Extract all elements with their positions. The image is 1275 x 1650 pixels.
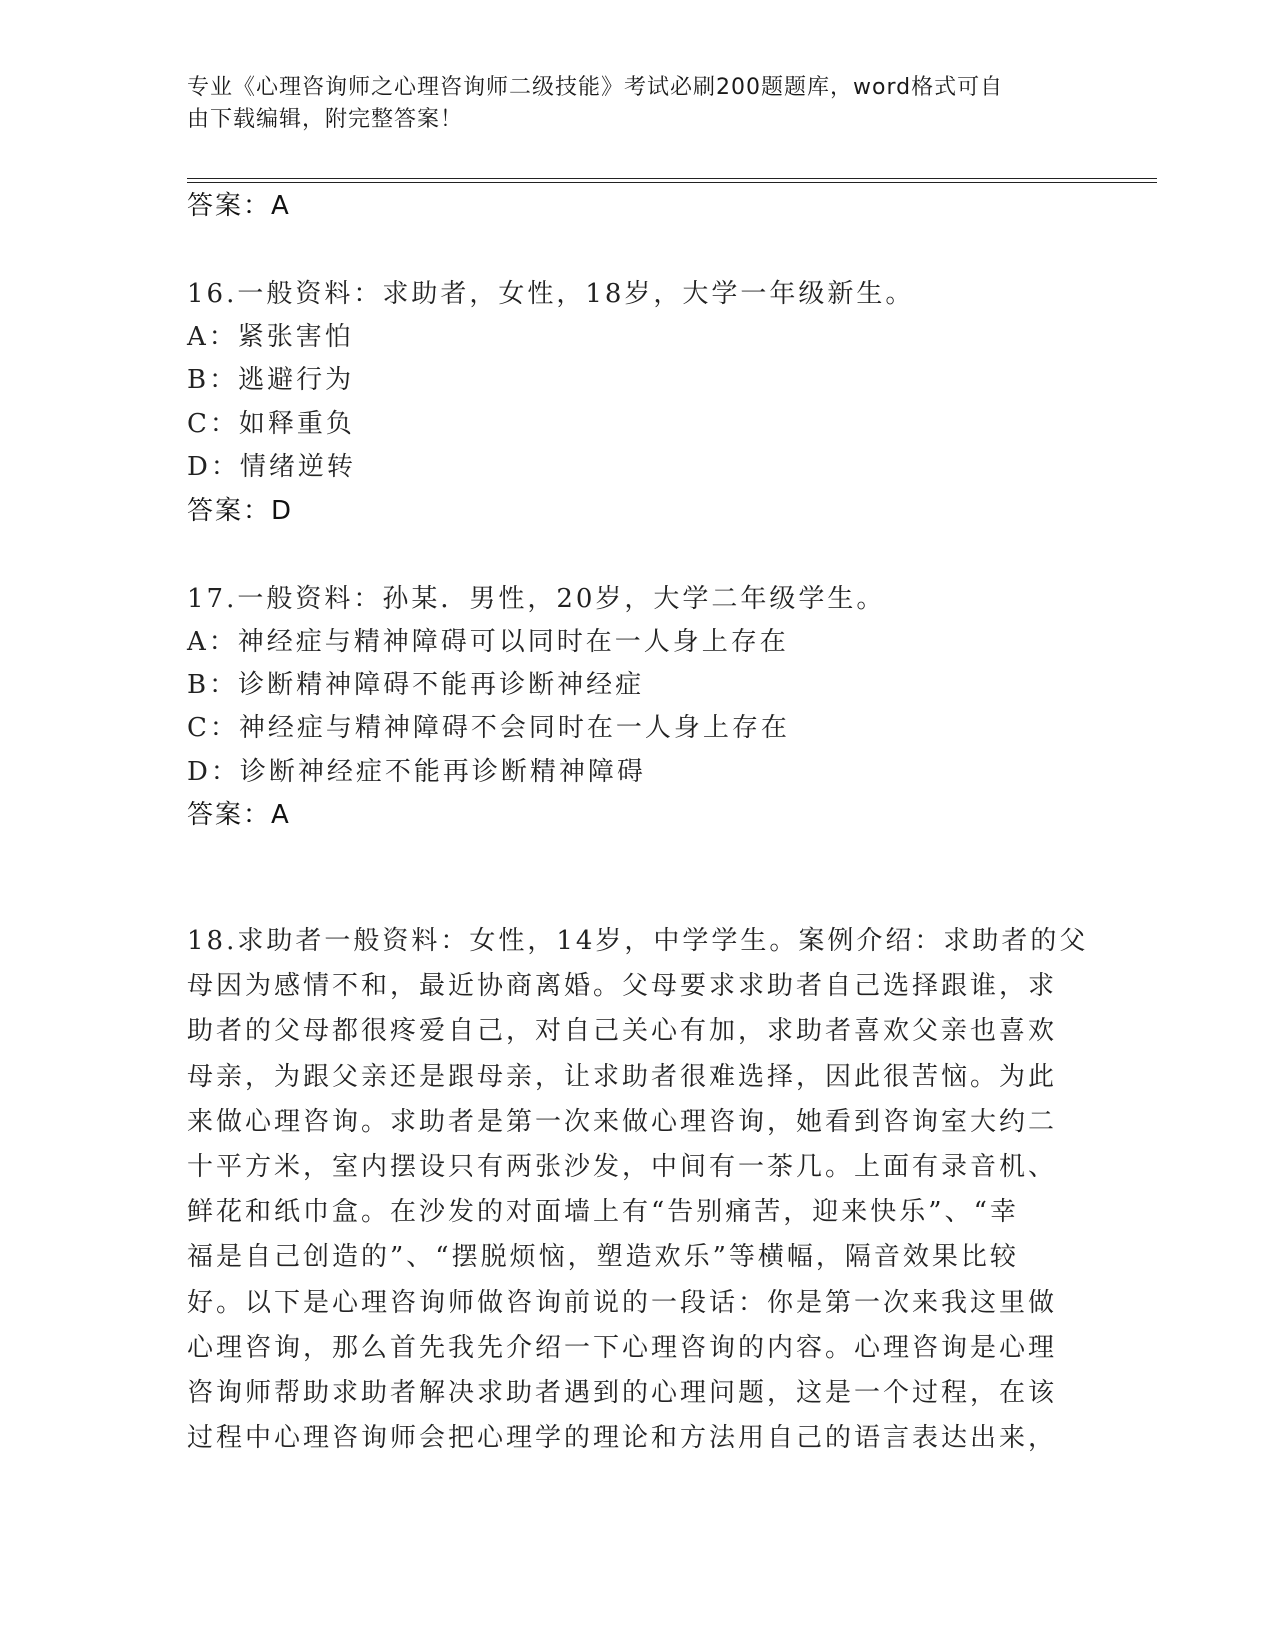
header-divider [187,178,1157,183]
question-18-paragraph [187,919,1087,1461]
question-18-line: 鲜花和纸巾盒。在沙发的对面墙上有“告别痛苦，迎来快乐”、“幸 [187,1197,1019,1228]
document-header [187,72,1087,136]
question-17-answer: 答案：A [187,800,291,830]
header-line-2: 由下载编辑，附完整答案！ [187,107,464,132]
question-18-line: 十平方米，室内摆设只有两张沙发，中间有一茶几。上面有录音机、 [187,1152,1058,1183]
question-18-line: 过程中心理咨询师会把心理学的理论和方法用自己的语言表达出来， [187,1423,1058,1454]
question-18-line: 福是自己创造的”、“摆脱烦恼，塑造欢乐”等横幅，隔音效果比较 [187,1242,1019,1273]
question-18-line: 母亲，为跟父亲还是跟母亲，让求助者很难选择，因此很苦恼。为此 [187,1061,1058,1092]
question-16-answer: 答案：D [187,496,294,526]
question-18-line: 母因为感情不和，最近协商离婚。父母要求求助者自己选择跟谁，求 [187,971,1058,1002]
question-18-line: 咨询师帮助求助者解决求助者遇到的心理问题，这是一个过程，在该 [187,1378,1058,1409]
question-17-option-d: D：诊断神经症不能再诊断精神障碍 [187,757,646,787]
question-16-option-a: A：紧张害怕 [187,322,354,352]
question-18-line: 助者的父母都很疼爱自己，对自己关心有加，求助者喜欢父亲也喜欢 [187,1016,1058,1047]
answer-prev: 答案：A [187,191,291,221]
question-17-option-b: B：诊断精神障碍不能再诊断神经症 [187,670,645,700]
question-18-line: 来做心理咨询。求助者是第一次来做心理咨询，她看到咨询室大约二 [187,1106,1058,1137]
question-17-option-a: A：神经症与精神障碍可以同时在一人身上存在 [187,627,789,657]
question-18-line: 18.求助者一般资料：女性，14岁，中学学生。案例介绍：求助者的父 [187,926,1089,956]
question-16-option-c: C：如释重负 [187,409,355,439]
question-16: 16.一般资料：求助者，女性，18岁，大学一年级新生。 [187,279,915,309]
question-18-line: 好。以下是心理咨询师做咨询前说的一段话：你是第一次来我这里做 [187,1287,1058,1318]
header-line-1: 专业《心理咨询师之心理咨询师二级技能》考试必刷200题题库，word格式可自 [187,75,1004,100]
question-17-option-c: C：神经症与精神障碍不会同时在一人身上存在 [187,713,790,743]
question-18-line: 心理咨询，那么首先我先介绍一下心理咨询的内容。心理咨询是心理 [187,1332,1058,1363]
question-16-option-b: B：逃避行为 [187,365,355,395]
question-17: 17.一般资料：孙某．男性，20岁，大学二年级学生。 [187,584,886,614]
question-16-option-d: D：情绪逆转 [187,452,356,482]
